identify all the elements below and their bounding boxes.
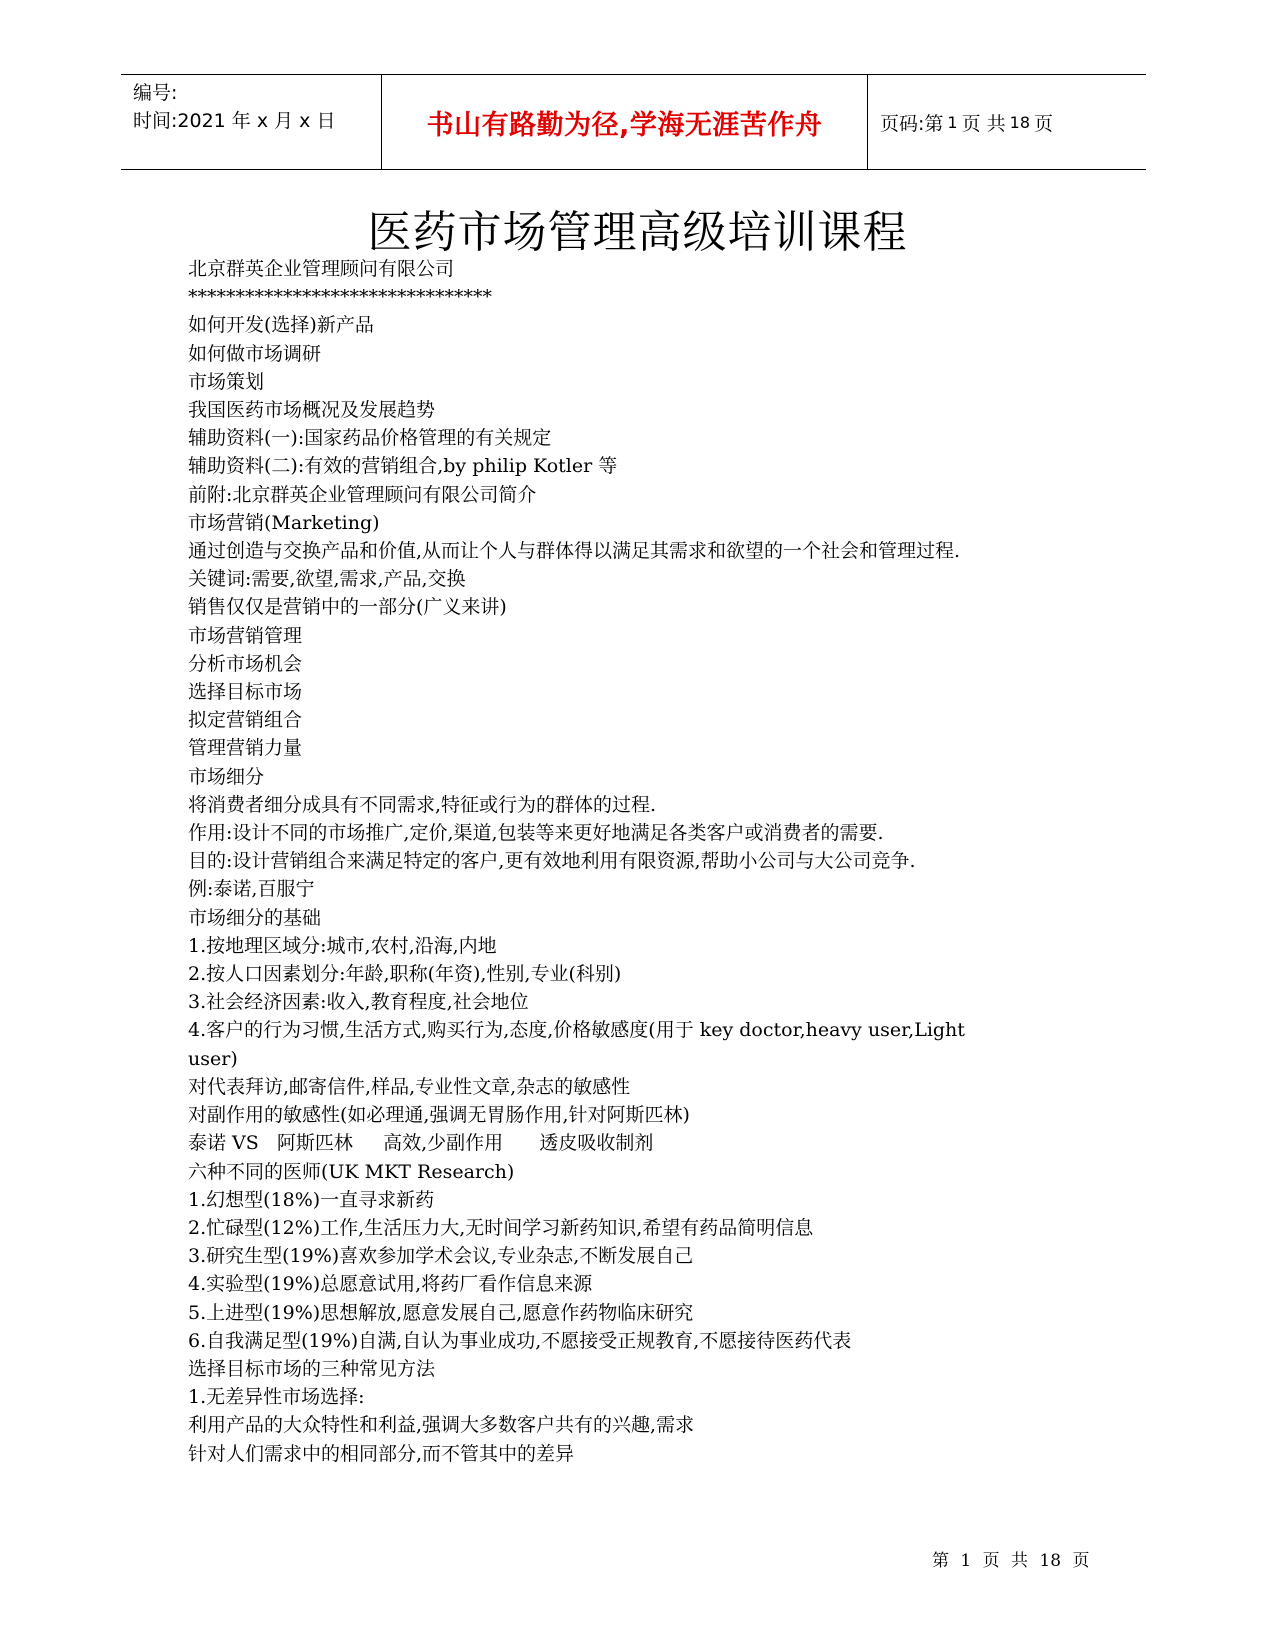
page-label: 页码:第 <box>880 112 944 135</box>
body-line: 对副作用的敏感性(如必理通,强调无胃肠作用,针对阿斯匹林) <box>188 1104 690 1127</box>
body-line: 市场细分 <box>188 765 265 788</box>
body-line: 市场营销管理 <box>188 624 303 647</box>
body-line: 分析市场机会 <box>188 652 303 675</box>
body-line: 管理营销力量 <box>188 737 303 760</box>
body-line: 拟定营销组合 <box>188 709 303 732</box>
body-line: 泰诺 VS 阿斯匹林 高效,少副作用 透皮吸收制剂 <box>188 1132 654 1155</box>
body-line: 市场营销(Marketing) <box>188 511 380 534</box>
header-page-info <box>868 75 1146 169</box>
document-title: 医药市场管理高级培训课程 <box>367 207 908 258</box>
document-time-label: 时间:2021 年 x 月 x 日 <box>133 110 336 132</box>
header-table <box>121 74 1146 170</box>
body-line: 如何做市场调研 <box>188 342 322 365</box>
page-suffix: 页 <box>1034 112 1054 135</box>
page-mid: 页 共 <box>961 112 1006 135</box>
body-line: 通过创造与交换产品和价值,从而让个人与群体得以满足其需求和欲望的一个社会和管理过程. <box>188 540 961 563</box>
document-body <box>188 255 1088 1468</box>
body-line: 前附:北京群英企业管理顾问有限公司简介 <box>188 483 537 506</box>
body-line: 销售仅仅是营销中的一部分(广义来讲) <box>188 596 507 619</box>
body-line: 例:泰诺,百服宁 <box>188 878 315 901</box>
body-line: 2.忙碌型(12%)工作,生活压力大,无时间学习新药知识,希望有药品简明信息 <box>188 1216 814 1239</box>
body-line: ******************************** <box>188 286 492 309</box>
page-footer: 第 1 页 共 18 页 <box>932 1551 1090 1571</box>
header-motto: 书山有路勤为径,学海无涯苦作舟 <box>382 75 868 169</box>
body-line: 2.按人口因素划分:年龄,职称(年资),性别,专业(科别) <box>188 963 622 986</box>
body-line: 4.实验型(19%)总愿意试用,将药厂看作信息来源 <box>188 1273 593 1296</box>
page-current: 1 <box>947 112 958 132</box>
body-line: 辅助资料(一):国家药品价格管理的有关规定 <box>188 427 552 450</box>
body-line: 如何开发(选择)新产品 <box>188 314 374 337</box>
body-line: 1.幻想型(18%)一直寻求新药 <box>188 1188 435 1211</box>
body-line: 辅助资料(二):有效的营销组合,by philip Kotler 等 <box>188 455 618 478</box>
body-line: 市场细分的基础 <box>188 906 322 929</box>
body-line: 选择目标市场的三种常见方法 <box>188 1357 436 1380</box>
body-line: 市场策划 <box>188 370 265 393</box>
body-line: 针对人们需求中的相同部分,而不管其中的差异 <box>188 1442 575 1465</box>
body-line: 对代表拜访,邮寄信件,样品,专业性文章,杂志的敏感性 <box>188 1075 631 1098</box>
body-line: 作用:设计不同的市场推广,定价,渠道,包装等来更好地满足各类客户或消费者的需要. <box>188 822 884 845</box>
body-line: 利用产品的大众特性和利益,强调大多数客户共有的兴趣,需求 <box>188 1414 695 1437</box>
body-line: 六种不同的医师(UK MKT Research) <box>188 1160 515 1183</box>
body-line: 选择目标市场 <box>188 681 303 704</box>
page-total: 18 <box>1009 112 1030 132</box>
body-line: 将消费者细分成具有不同需求,特征或行为的群体的过程. <box>188 793 657 816</box>
body-line: 1.按地理区域分:城市,农村,沿海,内地 <box>188 934 497 957</box>
body-line: 3.研究生型(19%)喜欢参加学术会议,专业杂志,不断发展自己 <box>188 1245 694 1268</box>
body-line: 4.客户的行为习惯,生活方式,购买行为,态度,价格敏感度(用于 key doctor,heavy user,Light <box>188 1019 965 1042</box>
body-line: 3.社会经济因素:收入,教育程度,社会地位 <box>188 991 529 1014</box>
body-line: 5.上进型(19%)思想解放,愿意发展自己,愿意作药物临床研究 <box>188 1301 694 1324</box>
body-line: 目的:设计营销组合来满足特定的客户,更有效地利用有限资源,帮助小公司与大公司竞争. <box>188 850 916 873</box>
header-left-cell <box>121 75 382 169</box>
body-line: 关键词:需要,欲望,需求,产品,交换 <box>188 568 466 591</box>
body-line: 1.无差异性市场选择: <box>188 1386 365 1409</box>
document-number-label: 编号: <box>133 82 178 104</box>
body-line: user) <box>188 1047 238 1070</box>
body-line: 北京群英企业管理顾问有限公司 <box>188 258 455 280</box>
body-line: 6.自我满足型(19%)自满,自认为事业成功,不愿接受正规教育,不愿接待医药代表 <box>188 1329 852 1352</box>
body-line: 我国医药市场概况及发展趋势 <box>188 399 436 422</box>
